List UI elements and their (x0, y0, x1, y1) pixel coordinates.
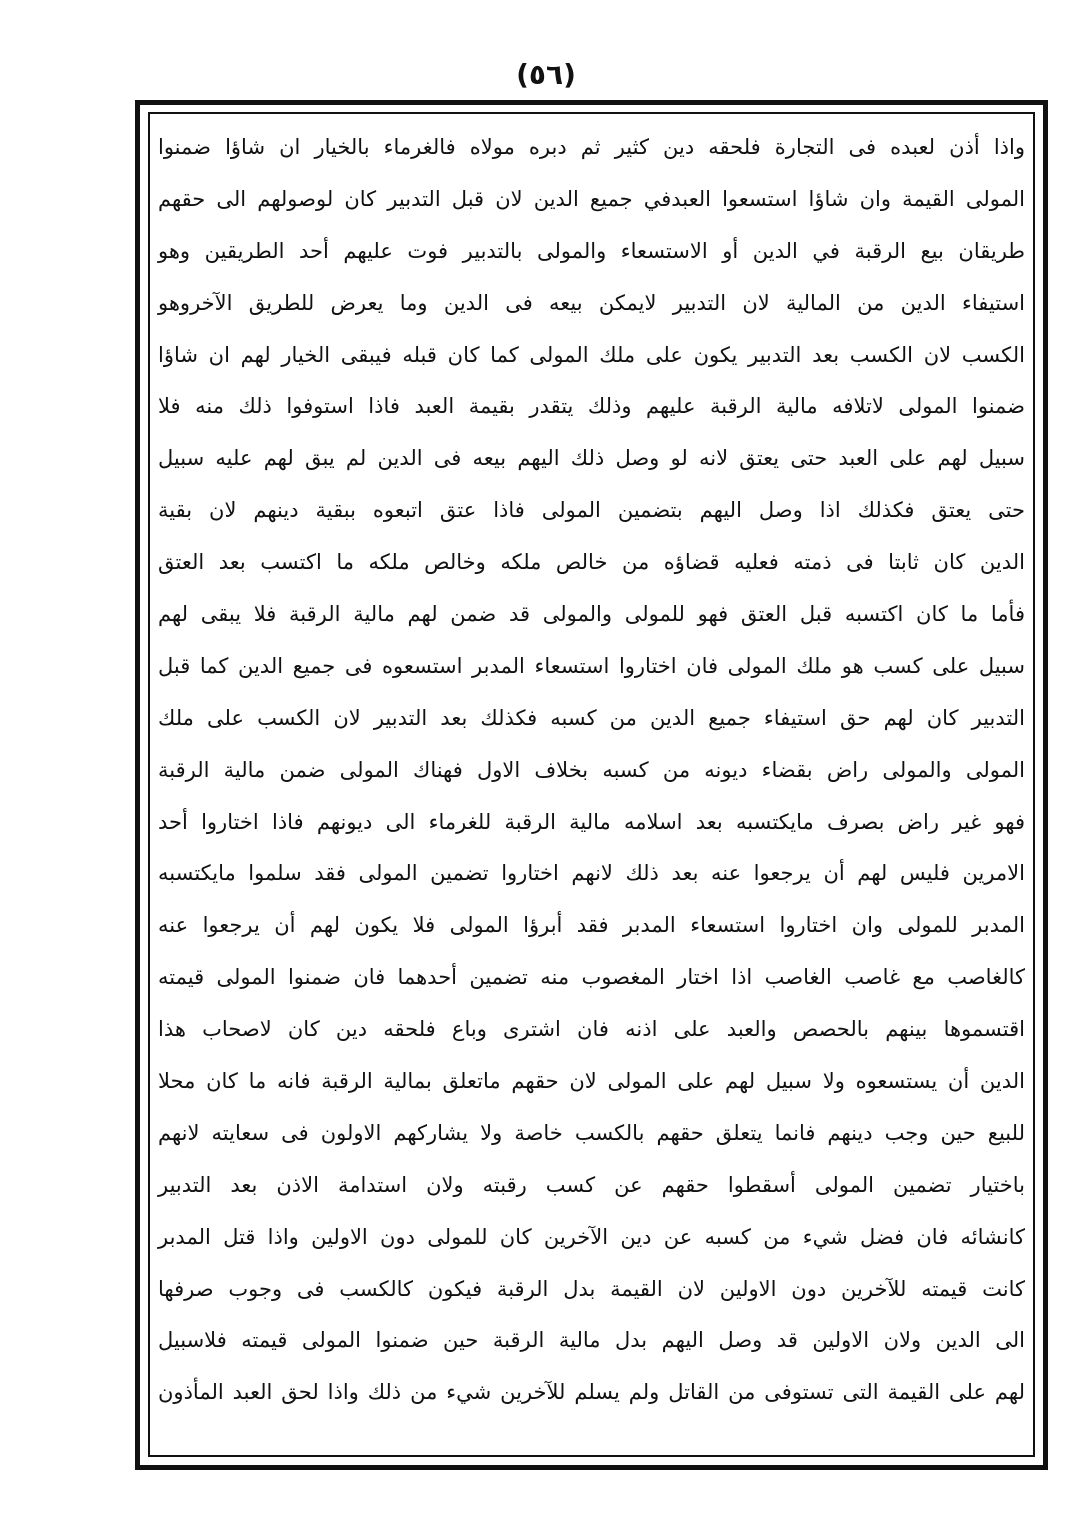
text-line: استيفاء الدين من المالية لان التدبير لايمكن بيعه فى الدين وما يعرض للطريق الآخروهو (158, 290, 1025, 315)
text-line: المولى والمولى راض بقضاء ديونه من كسبه بخلاف الاول فهناك المولى ضمن مالية الرقبة (158, 757, 1025, 782)
text-line: للبيع حين وجب دينهم فانما يتعلق حقهم بالكسب خاصة ولا يشاركهم الاولون فى سعايته لانهم (158, 1120, 1025, 1145)
text-line: كانشائه فان فضل شيء من كسبه عن دين الآخرين كان للمولى دون الاولين واذا قتل المدبر (158, 1224, 1025, 1249)
text-line: طريقان بيع الرقبة في الدين أو الاستسعاء والمولى بالتدبير فوت عليهم أحد الطريقين وهو (158, 238, 1025, 263)
text-line: اقتسموها بينهم بالحصص والعبد على اذنه فان اشترى وباع فلحقه دين كان لاصحاب هذا (158, 1017, 1025, 1042)
text-line: حتى يعتق فكذلك اذا وصل اليهم بتضمين المولى فاذا عتق اتبعوه ببقية دينهم لان بقية (158, 498, 1025, 523)
text-line: الى الدين ولان الاولين قد وصل اليهم بدل مالية الرقبة حين ضمنوا المولى قيمته فلاسبيل (158, 1328, 1025, 1353)
text-line: فأما ما كان اكتسبه قبل العتق فهو للمولى والمولى قد ضمن لهم مالية الرقبة فلا يبقى لهم (158, 602, 1025, 627)
text-line: لهم على القيمة التى تستوفى من القاتل ولم يسلم للآخرين شيء من ذلك واذا لحق العبد المأذون (158, 1380, 1025, 1405)
text-line: واذا أذن لعبده فى التجارة فلحقه دين كثير ثم دبره مولاه فالغرماء بالخيار ان شاؤا ضمنوا (158, 135, 1025, 159)
text-line: الدين كان ثابتا فى ذمته فعليه قضاؤه من خالص ملكه وخالص ملكه ما اكتسب بعد العتق (158, 550, 1025, 575)
text-line: المولى القيمة وان شاؤا استسعوا العبدفي جميع الدين لان قبل التدبير كان لوصولهم الى حقهم (158, 186, 1025, 211)
text-line: الكسب لان الكسب بعد التدبير يكون على ملك المولى كما كان قبله فيبقى الخيار لهم ان شاؤا (158, 342, 1025, 367)
text-line: الدين أن يستسعوه ولا سبيل لهم على المولى لان حقهم ماتعلق بمالية الرقبة فانه ما كان محلا (158, 1069, 1025, 1094)
text-line: ضمنوا المولى لاتلافه مالية الرقبة عليهم وذلك يتقدر بقيمة العبد فاذا استوفوا ذلك منه فلا (158, 394, 1025, 419)
text-line: التدبير كان لهم حق استيفاء جميع الدين من كسبه فكذلك بعد التدبير لان الكسب على ملك (158, 705, 1025, 730)
text-line: فهو غير راض بصرف مايكتسبه بعد اسلامه مالية الرقبة للغرماء الى ديونهم فاذا اختاروا أحد (158, 809, 1025, 834)
text-body (152, 122, 1031, 1419)
page-number: (٥٦) (516, 58, 576, 91)
text-line: كانت قيمته للآخرين دون الاولين لان القيمة بدل الرقبة فيكون كالكسب فى وجوب صرفها (158, 1276, 1025, 1301)
text-line: سبيل على كسب هو ملك المولى فان اختاروا استسعاء المدبر استسعوه فى جميع الدين كما قبل (158, 653, 1025, 678)
text-line: الامرين فليس لهم أن يرجعوا عنه بعد ذلك لانهم اختاروا تضمين المولى فقد سلموا مايكتسبه (158, 861, 1025, 886)
text-line: سبيل لهم على العبد حتى يعتق لانه لو وصل ذلك اليهم بيعه فى الدين لم يبق لهم عليه سبيل (158, 446, 1025, 471)
text-line: باختيار تضمين المولى أسقطوا حقهم عن كسب رقبته ولان استدامة الاذن بعد التدبير (158, 1172, 1025, 1197)
text-line: كالغاصب مع غاصب الغاصب اذا اختار المغصوب منه تضمين أحدهما فان ضمنوا المولى قيمته (158, 965, 1025, 990)
text-line: المدبر للمولى وان اختاروا استسعاء المدبر فقد أبرؤا المولى فلا يكون لهم أن يرجعوا عنه (158, 913, 1025, 938)
